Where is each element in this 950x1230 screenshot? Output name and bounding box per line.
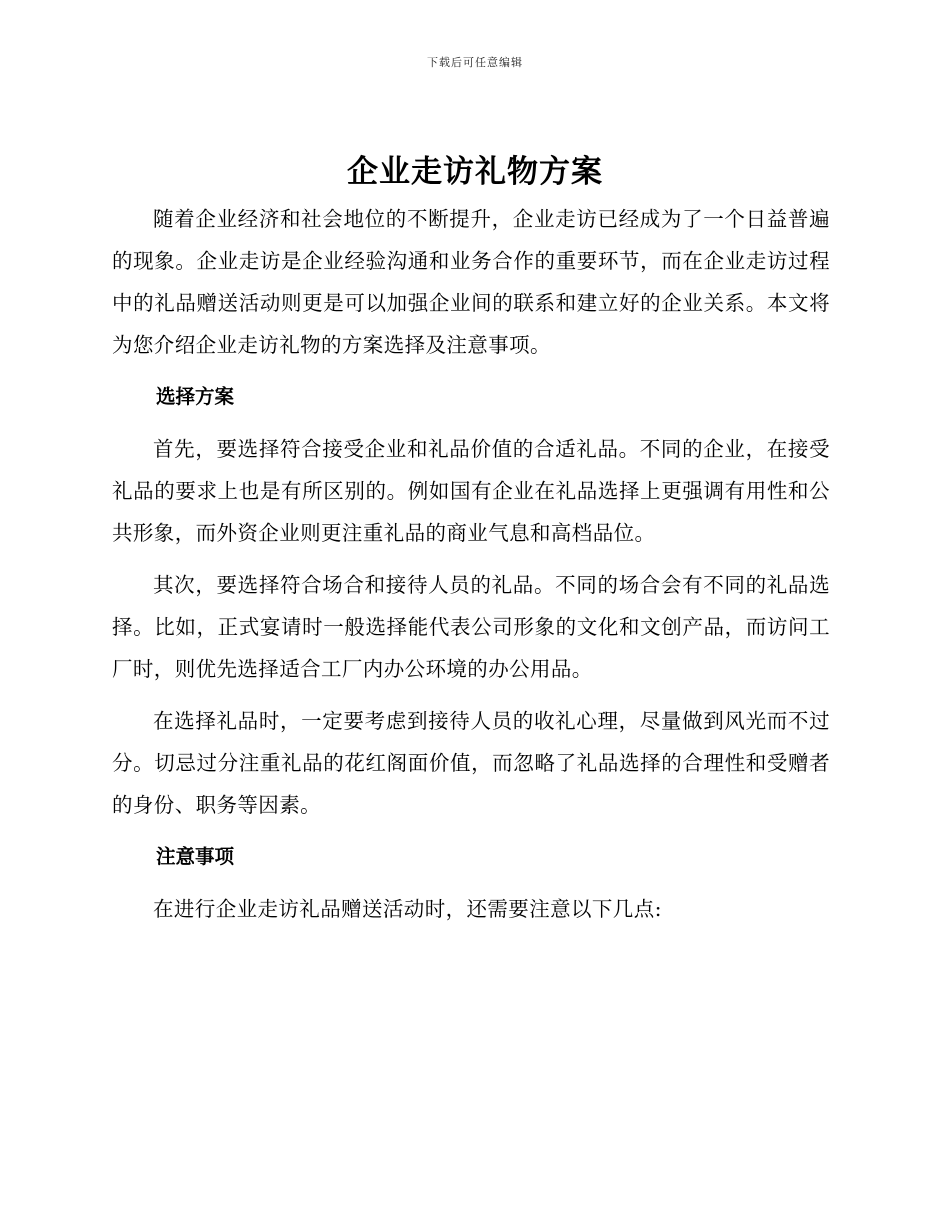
page-header-note: 下载后可任意编辑: [427, 56, 523, 69]
selection-paragraph-2: 其次，要选择符合场合和接待人员的礼品。不同的场合会有不同的礼品选择。比如，正式宴请时一般选择能代表公司形象的文化和文创产品，而访问工厂时，则优先选择适合工厂内办公环境的办公用品。: [112, 573, 830, 681]
selection-paragraph-1: 首先，要选择符合接受企业和礼品价值的合适礼品。不同的企业，在接受礼品的要求上也是有所区别的。例如国有企业在礼品选择上更强调有用性和公共形象，而外资企业则更注重礼品的商业气息和高档品位。: [112, 437, 830, 545]
notes-paragraph-1: 在进行企业走访礼品赠送活动时，还需要注意以下几点:: [153, 897, 662, 921]
intro-paragraph: 随着企业经济和社会地位的不断提升，企业走访已经成为了一个日益普遍的现象。企业走访是企业经验沟通和业务合作的重要环节，而在企业走访过程中的礼品赠送活动则更是可以加强企业间的联系和建立好的企业关系。本文将为您介绍企业走访礼物的方案选择及注意事项。: [112, 207, 830, 357]
document-body: [112, 198, 830, 940]
section-heading-selection: 选择方案: [156, 385, 235, 408]
selection-paragraph-3: 在选择礼品时，一定要考虑到接待人员的收礼心理，尽量做到风光而不过分。切忌过分注重礼品的花红阁面价值，而忽略了礼品选择的合理性和受赠者的身份、职务等因素。: [112, 709, 830, 817]
section-heading-notes: 注意事项: [156, 845, 235, 868]
document-title: 企业走访礼物方案: [347, 154, 603, 190]
